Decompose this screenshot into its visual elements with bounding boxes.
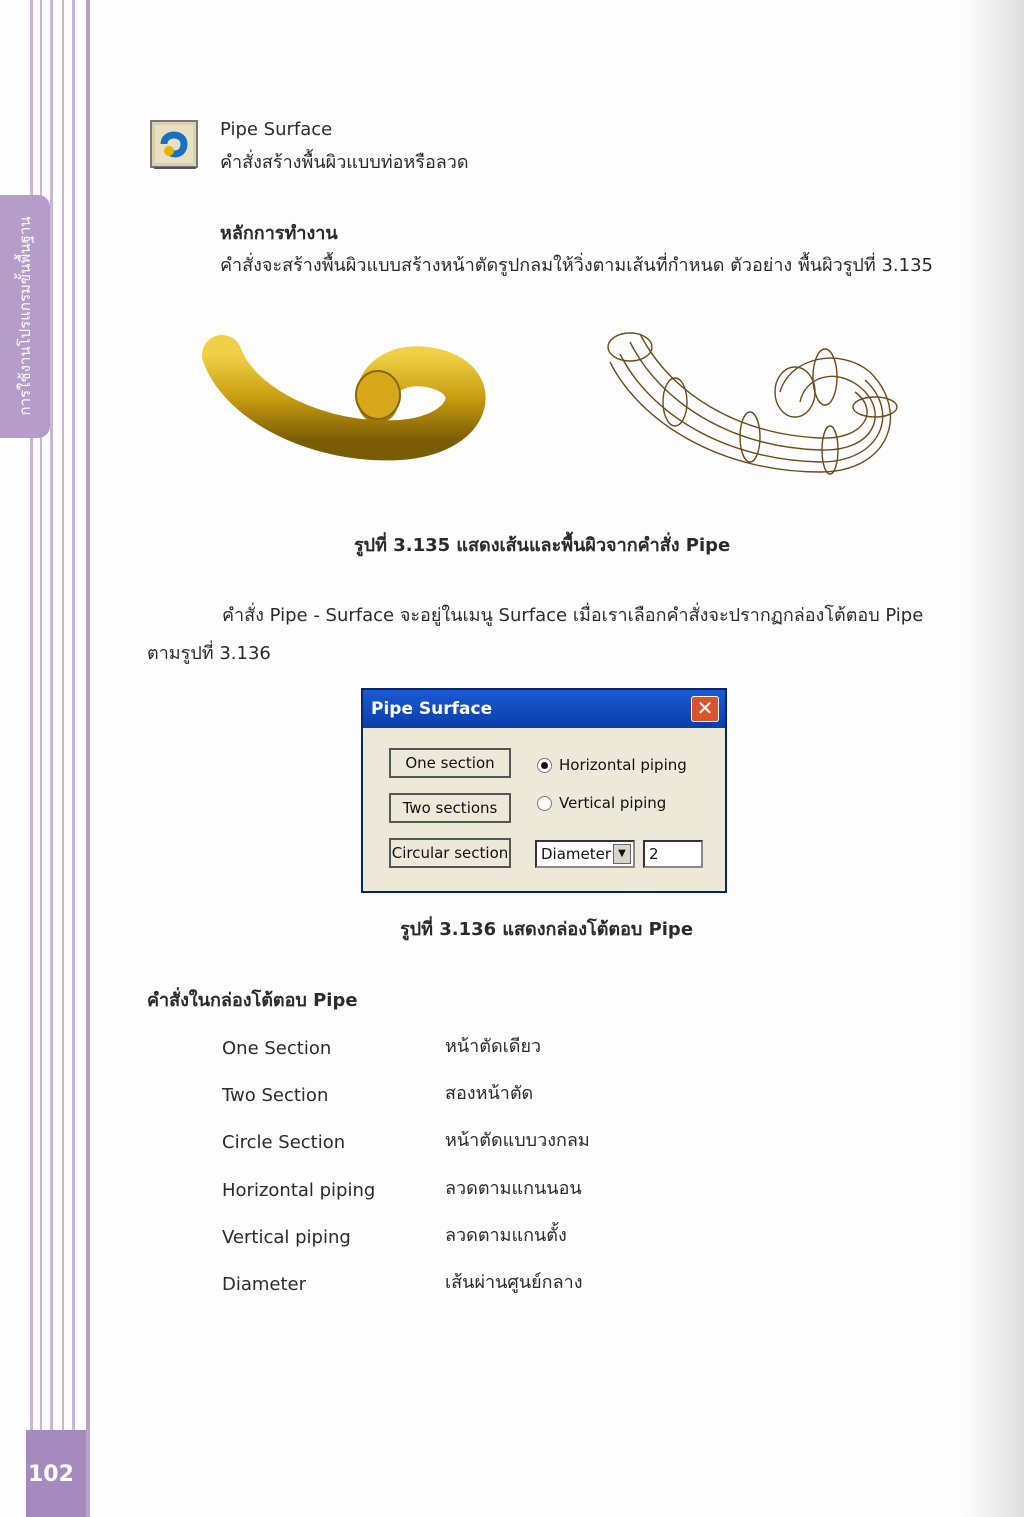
header-subtitle: คำสั่งสร้างพื้นผิวแบบท่อหรือลวด [220,152,469,173]
command-name: Diameter [222,1274,307,1295]
intro-paragraph-line1: คำสั่ง Pipe - Surface จะอยู่ในเมนู Surface เมื่อเราเลือกคำสั่งจะปรากฏกล่องโต้ตอบ Pipe [222,605,924,626]
pipe-surface-icon [150,120,198,170]
principle-body: คำสั่งจะสร้างพื้นผิวแบบสร้างหน้าตัดรูปกลมให้วิ่งตามเส้นที่กำหนด ตัวอย่าง พื้นผิวรูปที่ 3.135 [220,255,933,276]
figure-3-135-caption: รูปที่ 3.135 แสดงเส้นและพื้นผิวจากคำสั่ง Pipe [354,535,731,556]
figure-3-136-caption: รูปที่ 3.136 แสดงกล่องโต้ตอบ Pipe [400,919,694,940]
dialog-title: Pipe Surface [371,699,493,719]
page-edge-shade [964,0,1024,1517]
diameter-select[interactable] [535,840,635,868]
command-name: One Section [222,1038,332,1059]
command-name: Circle Section [222,1132,346,1153]
chevron-down-icon[interactable]: ▼ [613,844,631,864]
pipe-surface-dialog [361,688,727,893]
pipe-solid-image [200,325,500,475]
page-number: 102 [28,1462,74,1487]
command-desc: ลวดตามแกนนอน [445,1178,582,1199]
close-icon[interactable]: ✕ [691,696,719,722]
commands-heading: คำสั่งในกล่องโต้ตอบ Pipe [147,990,358,1011]
intro-paragraph-line2: ตามรูปที่ 3.136 [147,643,271,664]
circular-section-button[interactable]: Circular section [389,838,511,868]
horizontal-piping-label[interactable]: Horizontal piping [559,756,687,774]
chapter-side-tab-label: การใช้งานโปรแกรมขั้นพื้นฐาน [16,216,34,416]
diameter-value-field[interactable]: 2 [643,840,703,868]
command-name: Two Section [222,1085,329,1106]
command-desc: ลวดตามแกนตั้ง [445,1225,567,1246]
command-desc: หน้าตัดแบบวงกลม [445,1130,590,1151]
one-section-button[interactable]: One section [389,748,511,778]
command-name: Vertical piping [222,1227,351,1248]
command-desc: หน้าตัดเดียว [445,1036,542,1057]
dialog-titlebar[interactable] [363,690,725,728]
vertical-piping-label[interactable]: Vertical piping [559,794,667,812]
command-name: Horizontal piping [222,1180,376,1201]
vertical-piping-radio[interactable] [537,796,552,811]
command-desc: สองหน้าตัด [445,1083,534,1104]
horizontal-piping-radio[interactable] [537,758,552,773]
two-sections-button[interactable]: Two sections [389,793,511,823]
diameter-select-value: Diameter [541,845,612,863]
header-title: Pipe Surface [220,119,333,140]
pipe-wireframe-image [600,322,910,487]
command-desc: เส้นผ่านศูนย์กลาง [445,1272,583,1293]
principle-heading: หลักการทำงาน [220,223,338,244]
